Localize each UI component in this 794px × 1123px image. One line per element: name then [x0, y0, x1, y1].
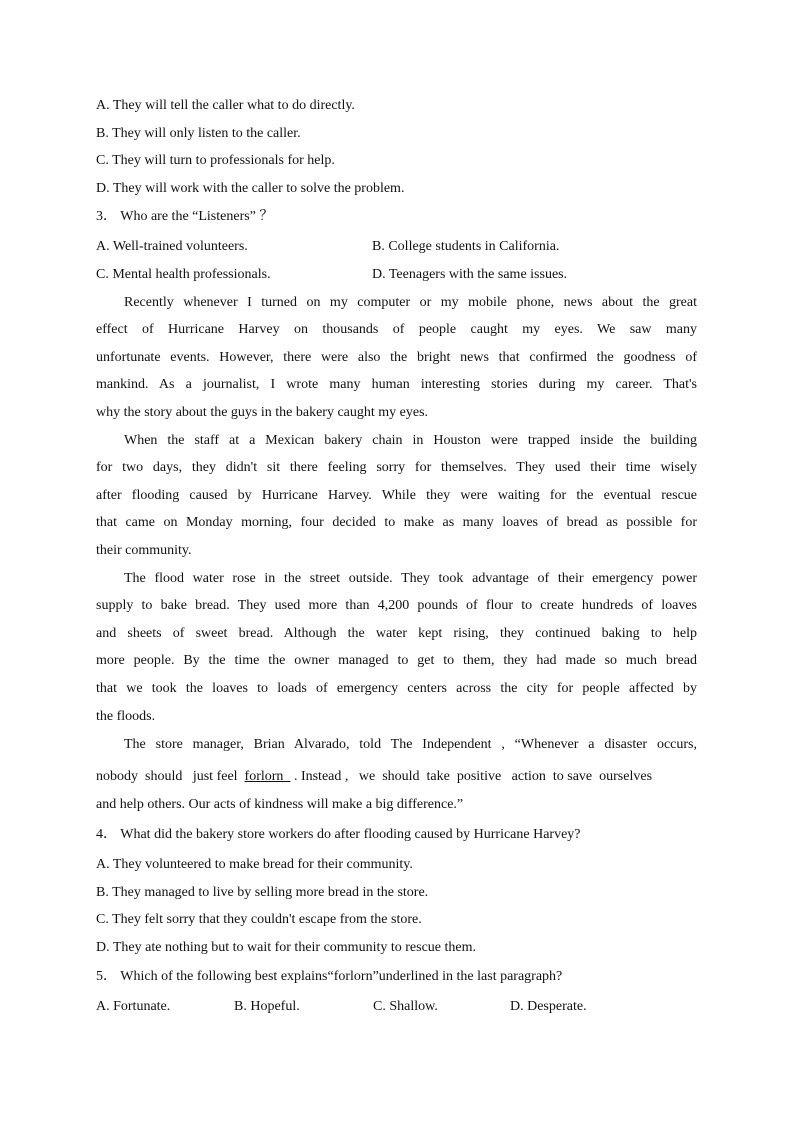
q4-option-c: C. They felt sorry that they couldn't escape from the store.	[96, 912, 422, 927]
p4-line-1: The store manager, Brian Alvarado, told The Independent , “Whenever a disaster occurs,	[124, 737, 697, 752]
q3-option-c: C. Mental health professionals.	[96, 267, 271, 282]
q4-stem: 4． What did the bakery store workers do after flooding caused by Hurricane Harvey?	[96, 827, 581, 842]
p3-line-6: the floods.	[96, 709, 156, 724]
q3-stem: 3． Who are the “Listeners” ？	[96, 209, 274, 224]
p2-line-4: that came on Monday morning, four decided to make as many loaves of bread as possible for	[96, 515, 697, 530]
q2-option-d: D. They will work with the caller to solve the problem.	[96, 181, 405, 196]
p2-line-5: their community.	[96, 543, 192, 558]
q2-option-c: C. They will turn to professionals for help.	[96, 153, 335, 168]
q5-option-d: D. Desperate.	[510, 999, 587, 1014]
q4-option-a: A. They volunteered to make bread for their community.	[96, 857, 413, 872]
p2-line-1: When the staff at a Mexican bakery chain in Houston were trapped inside the building	[124, 433, 697, 448]
p2-line-3: after flooding caused by Hurricane Harvey. While they were waiting for the eventual rescue	[96, 488, 697, 503]
p1-line-1: Recently whenever I turned on my computer or my mobile phone, news about the great	[124, 295, 697, 310]
p1-line-4: mankind. As a journalist, I wrote many human interesting stories during my career. That's	[96, 377, 697, 392]
p4-line-2-post: . Instead , we should take positive action to save ourselves	[290, 769, 653, 784]
q5-option-a: A. Fortunate.	[96, 999, 171, 1014]
p1-line-2: effect of Hurricane Harvey on thousands of people caught my eyes. We saw many	[96, 322, 697, 337]
q3-option-a: A. Well-trained volunteers.	[96, 239, 248, 254]
q2-option-a: A. They will tell the caller what to do directly.	[96, 98, 355, 113]
q5-option-c: C. Shallow.	[373, 999, 438, 1014]
p3-line-1: The flood water rose in the street outside. They took advantage of their emergency power	[124, 571, 697, 586]
p3-line-3: and sheets of sweet bread. Although the water kept rising, they continued baking to help	[96, 626, 697, 641]
q5-stem: 5． Which of the following best explains“forlorn”underlined in the last paragraph?	[96, 969, 563, 984]
q2-option-b: B. They will only listen to the caller.	[96, 126, 301, 141]
p2-line-2: for two days, they didn't sit there feeling sorry for themselves. They used their time wisely	[96, 460, 697, 475]
p1-line-5: why the story about the guys in the bakery caught my eyes.	[96, 405, 429, 420]
q4-option-b: B. They managed to live by selling more bread in the store.	[96, 885, 429, 900]
q3-option-d: D. Teenagers with the same issues.	[372, 267, 568, 282]
p3-line-2: supply to bake bread. They used more than 4,200 pounds of flour to create hundreds of loaves	[96, 598, 697, 613]
p3-line-4: more people. By the time the owner managed to get to them, they had made so much bread	[96, 653, 697, 668]
q3-option-b: B. College students in California.	[372, 239, 560, 254]
p4-line-2	[96, 768, 652, 786]
p3-line-5: that we took the loaves to loads of emergency centers across the city for people affected by	[96, 681, 697, 696]
p4-line-2-pre: nobody should just feel	[96, 769, 245, 784]
q5-option-b: B. Hopeful.	[234, 999, 300, 1014]
underlined-word-forlorn: forlorn	[244, 769, 291, 784]
q4-option-d: D. They ate nothing but to wait for their community to rescue them.	[96, 940, 476, 955]
p1-line-3: unfortunate events. However, there were also the bright news that confirmed the goodness of	[96, 350, 697, 365]
p4-line-3: and help others. Our acts of kindness will make a big difference.”	[96, 797, 464, 812]
